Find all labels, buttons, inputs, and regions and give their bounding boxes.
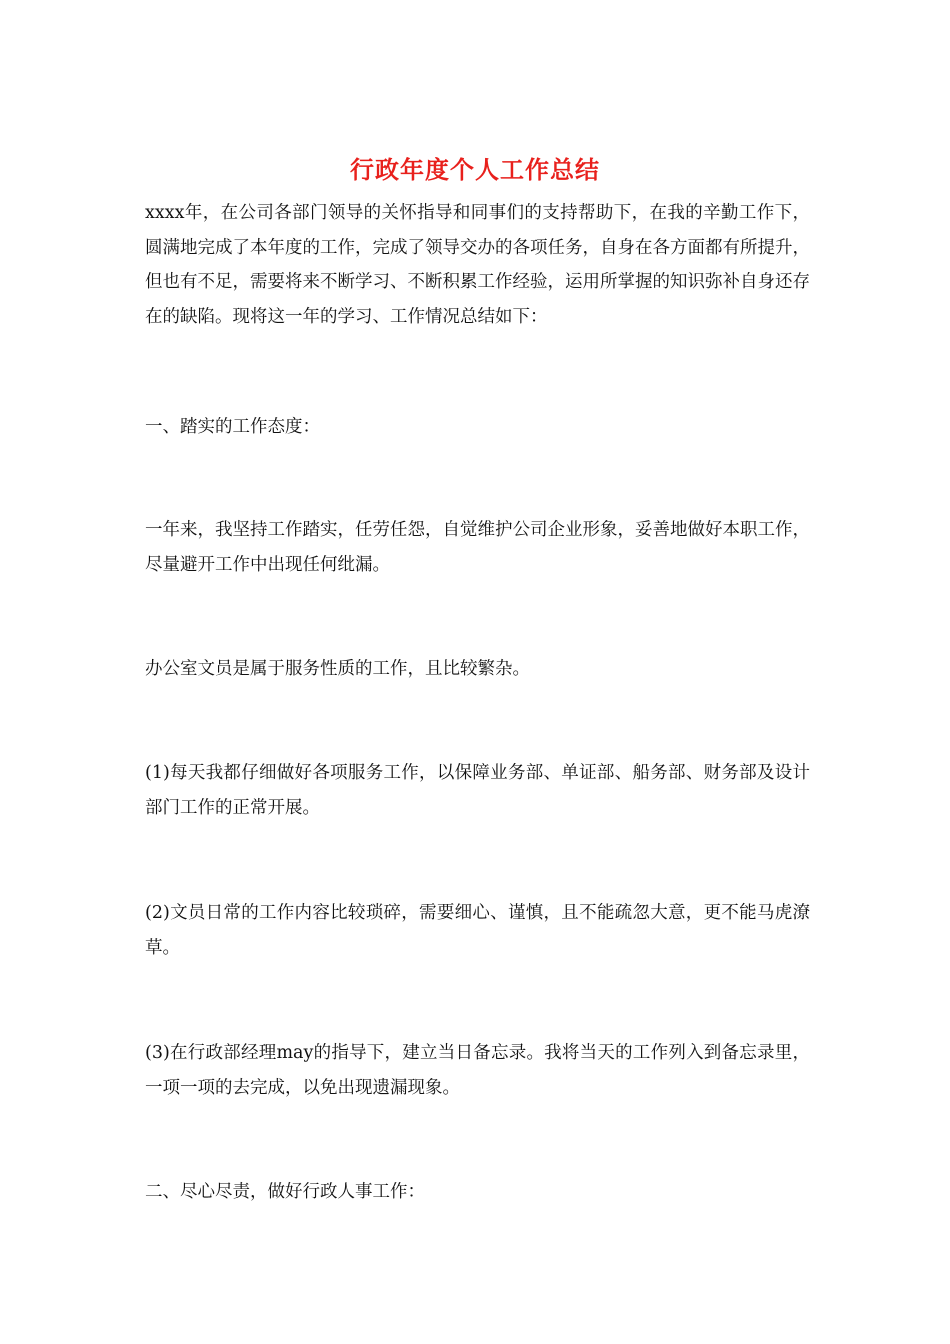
document-title: 行政年度个人工作总结 — [350, 155, 600, 184]
intro-paragraph: xxxx年，在公司各部门领导的关怀指导和同事们的支持帮助下，在我的辛勤工作下，圆满地完成了本年度的工作，完成了领导交办的各项任务，自身在各方面都有所提升，但也有不足，需要将来不断学习、不断积累工作经验，运用所掌握的知识弥补自身还存在的缺陷。现将这一年的学习、工作情况总结如下： — [145, 203, 810, 327]
body-paragraph: 一年来，我坚持工作踏实，任劳任怨，自觉维护公司企业形象，妥善地做好本职工作，尽量避开工作中出现任何纰漏。 — [145, 520, 810, 575]
body-paragraph: 办公室文员是属于服务性质的工作，且比较繁杂。 — [145, 659, 530, 679]
section-heading-2: 二、尽心尽责，做好行政人事工作： — [145, 1182, 425, 1202]
list-item-1: (1)每天我都仔细做好各项服务工作，以保障业务部、单证部、船务部、财务部及设计部门工作的正常开展。 — [145, 763, 810, 818]
section-heading-1: 一、踏实的工作态度： — [145, 417, 320, 437]
list-item-2: (2)文员日常的工作内容比较琐碎，需要细心、谨慎，且不能疏忽大意，更不能马虎潦草。 — [145, 903, 810, 958]
list-item-3: (3)在行政部经理may的指导下，建立当日备忘录。我将当天的工作列入到备忘录里，一项一项的去完成，以免出现遗漏现象。 — [145, 1043, 810, 1098]
